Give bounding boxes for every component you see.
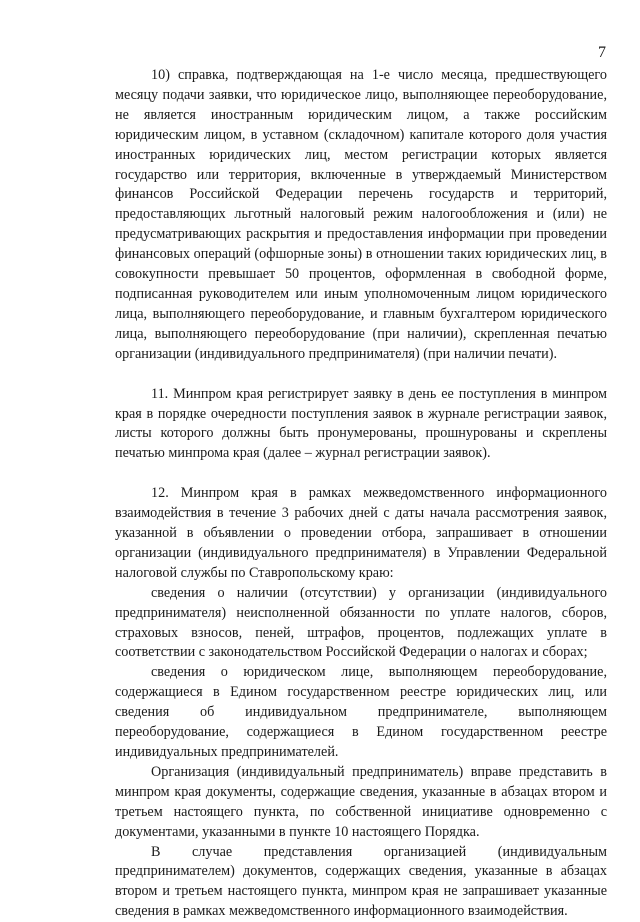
paragraph-registry-info: сведения о юридическом лице, выполняющем переоборудование, содержащиеся в Едином государственном реестре юридических лиц, или сведения об индивидуальном предпринимателе, выполняющем переоборудование, содержащиеся в Едином государственном реестре индивидуальных предпринимателей. (115, 664, 607, 760)
paragraph-clause-12: 12. Минпром края в рамках межведомственного информационного взаимодействия в течение 3 рабочих дней с даты начала рассмотрения заявок, указанной в объявлении о проведении отбора, запрашивает в отношении организации (индивидуального предпринимателя) в Управлении Федеральной налоговой службы по Ставропольскому краю: (115, 485, 607, 581)
document-body (115, 66, 607, 922)
paragraph-tax-info: сведения о наличии (отсутствии) у организации (индивидуального предпринимателя) неисполненной обязанности по уплате налогов, сборов, страховых взносов, пеней, штрафов, процентов, подлежащих уплате в соответствии с законодательством Российской Федерации о налогах и сборах; (115, 584, 607, 661)
paragraph-item-10: 10) справка, подтверждающая на 1-е число месяца, предшествующего месяцу подачи заявки, что юридическое лицо, выполняющее переоборудование, не является иностранным юридическим лицом, а также российским юридическим лицом, в уставном (складочном) капитале которого доля участия иностранных юридических лиц, местом регистрации которых является государство или территория, включенные в утверждаемый Министерством финансов Российской Федерации перечень государств и территорий, предоставляющих льготный налоговый режим налогообложения и (или) не предусматривающих раскрытия и предоставления информации при проведении финансовых операций (офшорные зоны) в отношении таких юридических лиц, в совокупности превышает 50 процентов, оформленная в свободной форме, подписанная руководителем или иным уполномоченным лицом юридического лица, выполняющего переоборудование, и главным бухгалтером юридического лица, выполняющего переоборудование (при наличии), скрепленная печатью организации (индивидуального предпринимателя) (при наличии печати). (115, 67, 607, 362)
paragraph-clause-11: 11. Минпром края регистрирует заявку в день ее поступления в минпром края в порядке очередности поступления заявок в журнале регистрации заявок, листы которого должны быть пронумерованы, прошнурованы и скреплены печатью минпрома края (далее – журнал регистрации заявок). (115, 385, 607, 462)
paragraph-no-request: В случае представления организацией (индивидуальным предпринимателем) документов, содержащих сведения, указанные в абзацах втором и третьем настоящего пункта, минпром края не запрашивает указанные сведения в рамках межведомственного информационного взаимодействия. (115, 843, 607, 920)
paragraph-own-initiative: Организация (индивидуальный предприниматель) вправе представить в минпром края документы, содержащие сведения, указанные в абзацах втором и третьем настоящего пункта, по собственной инициативе одновременно с документами, указанными в пункте 10 настоящего Порядка. (115, 763, 607, 840)
page-number: 7 (598, 44, 606, 61)
